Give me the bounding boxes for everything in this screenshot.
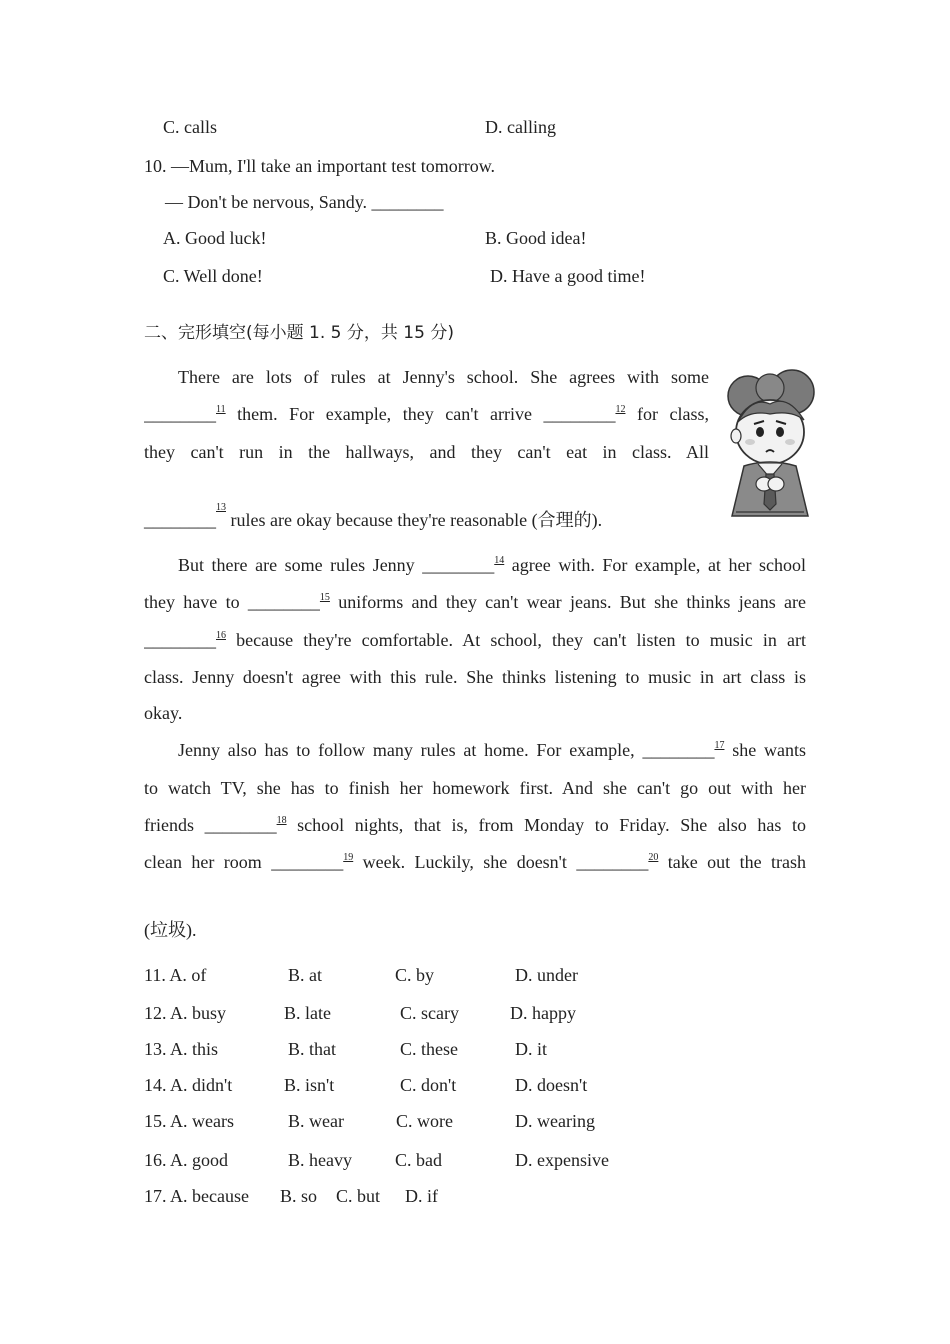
option-13-d: D. it bbox=[515, 1039, 548, 1059]
option-17-a: 17. A. because bbox=[144, 1186, 249, 1206]
option-16-d: D. expensive bbox=[515, 1150, 609, 1170]
option-12-d: D. happy bbox=[510, 1003, 576, 1023]
blank-13: ________ bbox=[144, 510, 216, 530]
option-11-c: C. by bbox=[395, 965, 435, 985]
blank-15: ________ bbox=[247, 592, 320, 612]
blank-number-14: 14 bbox=[494, 555, 505, 566]
option-15-d: D. wearing bbox=[515, 1111, 595, 1131]
option-14-d: D. doesn't bbox=[515, 1075, 588, 1095]
blank-19: ________ bbox=[271, 852, 344, 872]
option-14-a: 14. A. didn't bbox=[144, 1075, 233, 1095]
passage-p2-line2: they have to ________$^{15}$ uniforms and they can't wear jeans. But she thinks jeans are bbox=[144, 592, 806, 612]
passage-p2-line5: okay. bbox=[144, 703, 183, 723]
blank-number-18: 18 bbox=[276, 815, 287, 826]
worried-girl-illustration bbox=[722, 366, 818, 522]
passage-p1-line4: ________$^{13}$ rules are okay because they're reasonable (合理的). bbox=[144, 502, 603, 530]
blank-14: ________ bbox=[422, 555, 495, 575]
blank-number-11: 11 bbox=[216, 404, 226, 415]
q10-stem: 10. —Mum, I'll take an important test tomorrow. bbox=[144, 156, 496, 176]
option-13-b: B. that bbox=[288, 1039, 336, 1059]
q10-reply: — Don't be nervous, Sandy. ________ bbox=[165, 192, 444, 212]
blank-number-12: 12 bbox=[615, 404, 626, 415]
passage-p2-line1: But there are some rules Jenny ________$^{14}$ agree with. For example, at her school bbox=[178, 555, 806, 575]
blank-number-19: 19 bbox=[343, 852, 354, 863]
blank-number-16: 16 bbox=[216, 630, 226, 641]
option-11-b: B. at bbox=[288, 965, 322, 985]
blank-number-17: 17 bbox=[714, 740, 725, 751]
option-14-b: B. isn't bbox=[284, 1075, 335, 1095]
blank-number-20: 20 bbox=[648, 852, 659, 863]
blank-number-13: 13 bbox=[216, 502, 226, 513]
option-15-c: C. wore bbox=[396, 1111, 453, 1131]
q10-option-b: B. Good idea! bbox=[485, 228, 587, 248]
option-16-b: B. heavy bbox=[288, 1150, 352, 1170]
option-14-c: C. don't bbox=[400, 1075, 457, 1095]
option-15-a: 15. A. wears bbox=[144, 1111, 234, 1131]
passage-p3-line1: Jenny also has to follow many rules at home. For example, ________$^{17}$ she wants bbox=[178, 740, 806, 760]
q10-option-a: A. Good luck! bbox=[163, 228, 267, 248]
option-12-c: C. scary bbox=[400, 1003, 459, 1023]
q10-option-d: D. Have a good time! bbox=[490, 266, 646, 286]
blank-12: ________ bbox=[543, 404, 616, 424]
option-12-a: 12. A. busy bbox=[144, 1003, 227, 1023]
section-2-title: 二、完形填空(每小题 1. 5 分，共 15 分) bbox=[144, 323, 454, 343]
passage-p2-line4: class. Jenny doesn't agree with this rule. She thinks listening to music in art class is bbox=[144, 667, 806, 687]
passage-p2-line3: ________$^{16}$ because they're comfortable. At school, they can't listen to music in art bbox=[144, 630, 806, 650]
option-16-c: C. bad bbox=[395, 1150, 442, 1170]
passage-p1-line2: ________$^{11}$ them. For example, they can't arrive ________$^{12}$ for class, bbox=[144, 404, 709, 424]
option-16-a: 16. A. good bbox=[144, 1150, 229, 1170]
option-15-b: B. wear bbox=[288, 1111, 344, 1131]
passage-p3-line3: friends ________$^{18}$ school nights, that is, from Monday to Friday. She also has to bbox=[144, 815, 806, 835]
option-12-b: B. late bbox=[284, 1003, 331, 1023]
blank-20: ________ bbox=[576, 852, 649, 872]
blank-11: ________ bbox=[144, 404, 216, 424]
option-17-b: B. so bbox=[280, 1186, 318, 1206]
blank-number-15: 15 bbox=[319, 592, 330, 603]
q9-option-d: D. calling bbox=[485, 117, 556, 137]
passage-p3-line2: to watch TV, she has to finish her homework first. And she can't go out with her bbox=[144, 778, 806, 798]
passage-p3-line4: clean her room ________$^{19}$ week. Luckily, she doesn't ________$^{20}$ take out the trash bbox=[144, 852, 806, 872]
blank-17: ________ bbox=[642, 740, 715, 760]
option-13-a: 13. A. this bbox=[144, 1039, 219, 1059]
blank-18: ________ bbox=[204, 815, 277, 835]
q9-option-c: C. calls bbox=[163, 117, 217, 137]
blank-16: ________ bbox=[144, 630, 216, 650]
passage-p1-line3: they can't run in the hallways, and they can't eat in class. All bbox=[144, 442, 709, 462]
passage-p3-line5: (垃圾). bbox=[144, 920, 197, 940]
option-13-c: C. these bbox=[400, 1039, 458, 1059]
passage-p1-line1: There are lots of rules at Jenny's school. She agrees with some bbox=[178, 367, 709, 387]
option-17-c: C. but bbox=[336, 1186, 381, 1206]
option-17-d: D. if bbox=[405, 1186, 438, 1206]
option-11-a: 11. A. of bbox=[144, 965, 207, 985]
option-11-d: D. under bbox=[515, 965, 578, 985]
q10-option-c: C. Well done! bbox=[163, 266, 263, 286]
